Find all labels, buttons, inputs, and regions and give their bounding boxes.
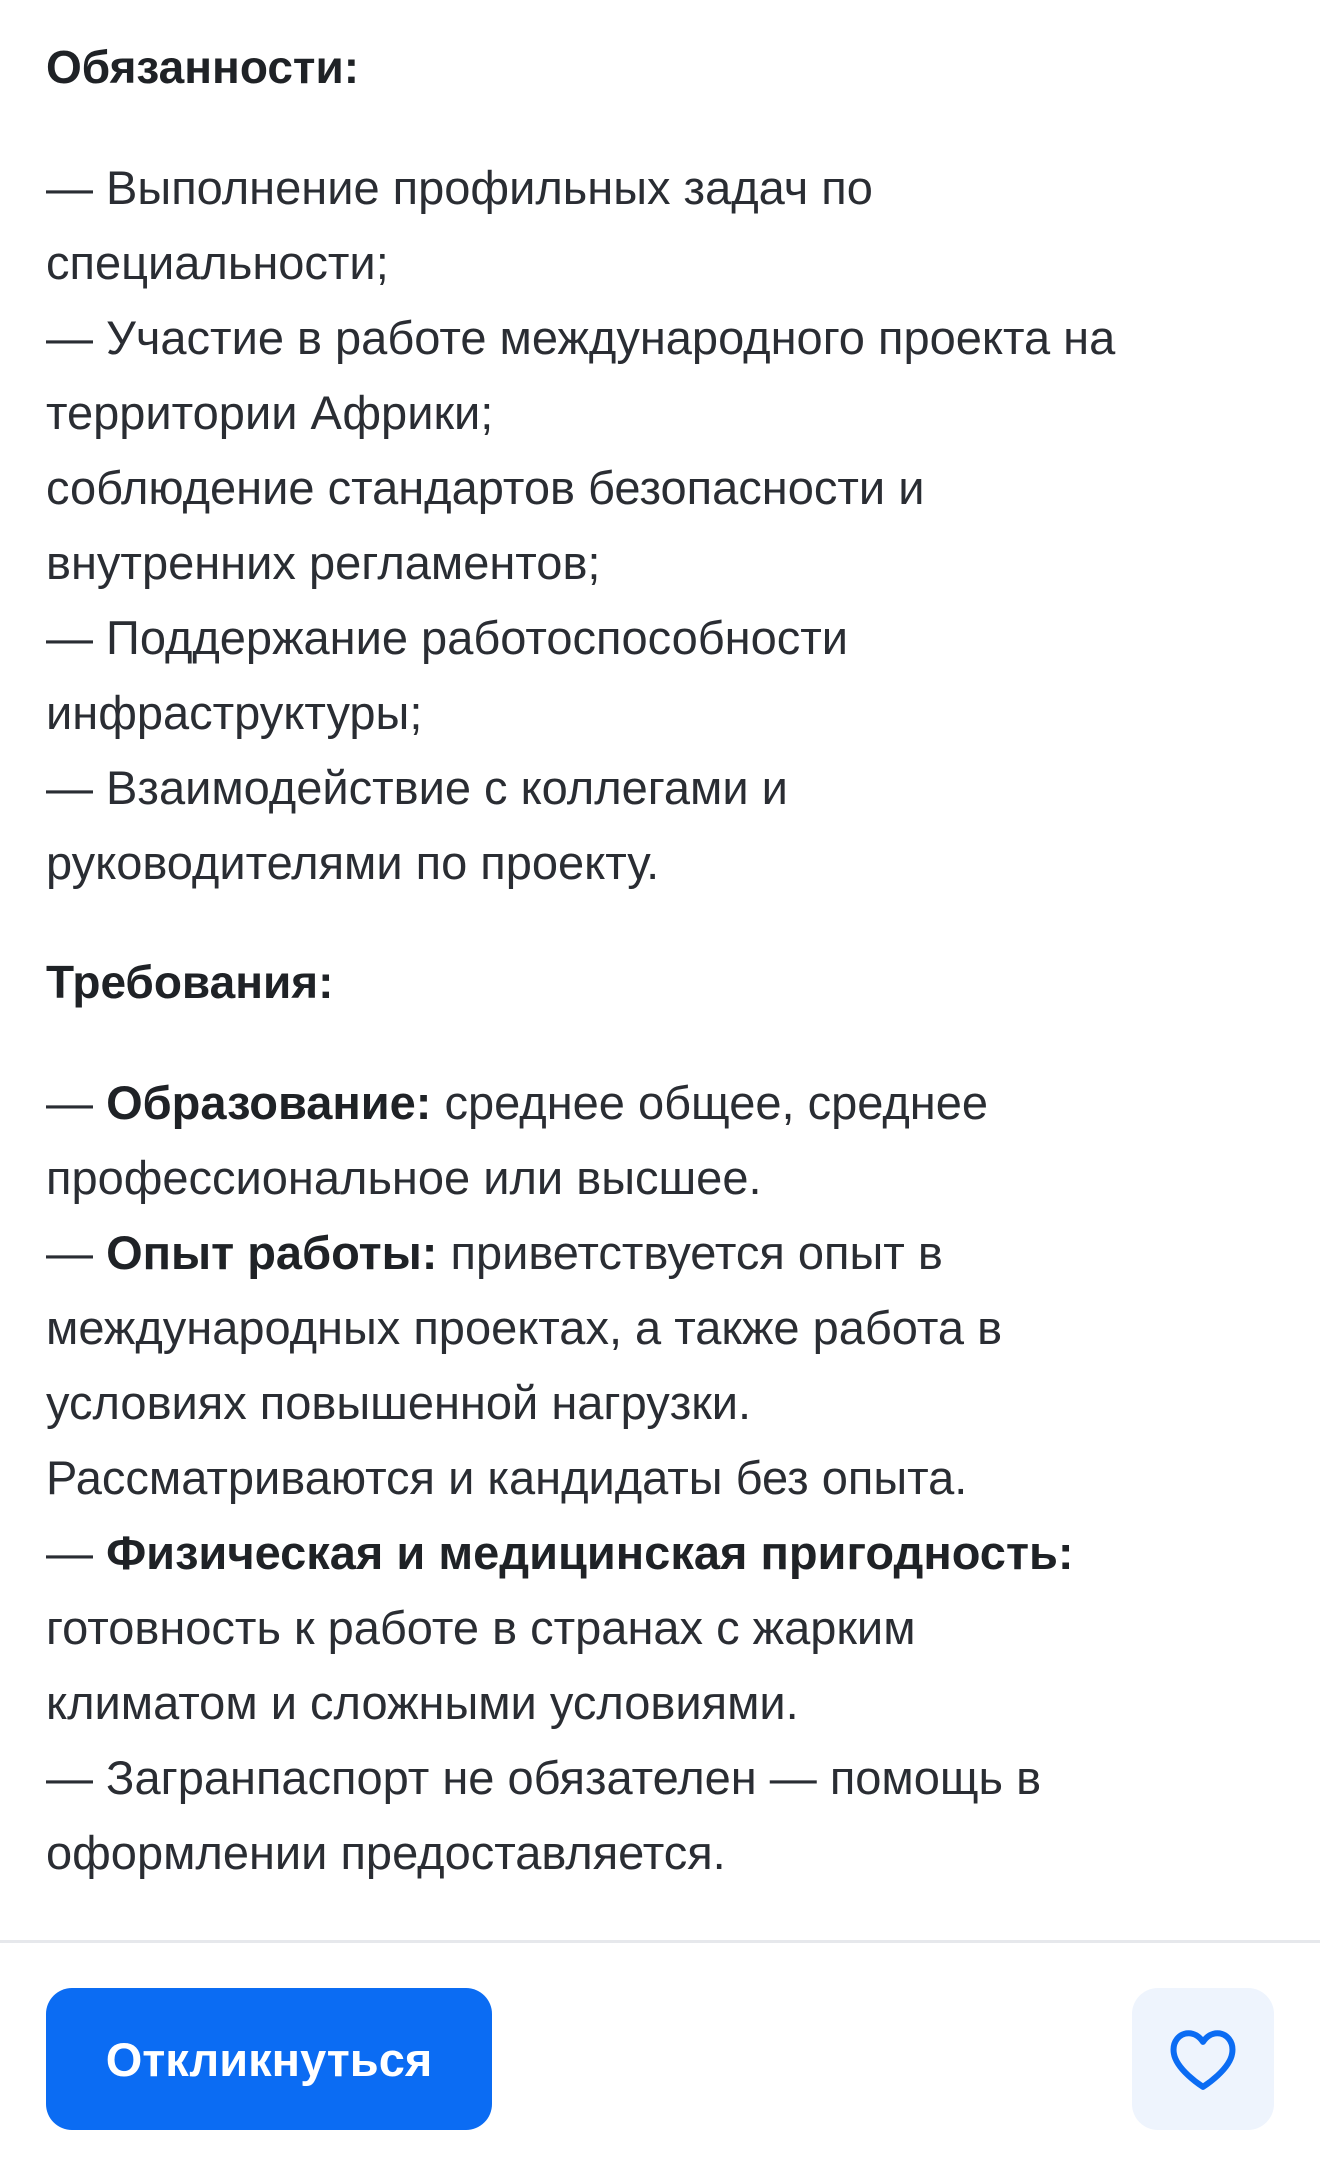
requirement-prefix: —	[46, 1526, 107, 1579]
duties-title: Обязанности:	[46, 41, 360, 93]
apply-button[interactable]: Откликнуться	[46, 1988, 492, 2130]
requirement-label: Физическая и медицинская пригодность:	[106, 1526, 1074, 1579]
requirement-text: профессиональное или высшее.	[46, 1151, 762, 1204]
requirement-label: Опыт работы:	[106, 1226, 438, 1279]
requirement-prefix: —	[46, 1076, 107, 1129]
requirement-education	[46, 1065, 1286, 1140]
duties-line: территории Африки;	[46, 386, 494, 439]
duties-line: — Участие в работе международного проекта на	[46, 311, 1116, 364]
requirement-text: среднее общее, среднее	[431, 1076, 988, 1129]
requirement-text: оформлении предоставляется.	[46, 1826, 726, 1879]
heart-icon	[1166, 2026, 1240, 2092]
favorite-button[interactable]	[1132, 1988, 1274, 2130]
requirement-fitness	[46, 1515, 1286, 1590]
duties-line: инфраструктуры;	[46, 686, 423, 739]
requirement-experience	[46, 1215, 1286, 1290]
duties-line: руководителями по проекту.	[46, 836, 660, 889]
requirement-text: международных проектах, а также работа в	[46, 1301, 1003, 1354]
requirements-title: Требования:	[46, 956, 334, 1008]
requirement-text: приветствуется опыт в	[437, 1226, 943, 1279]
duties-line: — Выполнение профильных задач по	[46, 161, 873, 214]
requirement-prefix: —	[46, 1226, 107, 1279]
requirements-list	[46, 1065, 1286, 1890]
duties-line: — Взаимодействие с коллегами и	[46, 761, 788, 814]
duties-list	[46, 150, 1286, 900]
vacancy-description	[46, 30, 1286, 1890]
duties-line: внутренних регламентов;	[46, 536, 601, 589]
duties-line: соблюдение стандартов безопасности и	[46, 461, 925, 514]
requirement-label: Образование:	[106, 1076, 432, 1129]
requirement-passport: — Загранпаспорт не обязателен — помощь в	[46, 1751, 1042, 1804]
requirement-text: условиях повышенной нагрузки.	[46, 1376, 752, 1429]
requirement-text: Рассматриваются и кандидаты без опыта.	[46, 1451, 968, 1504]
bottom-bar-divider	[0, 1940, 1320, 1943]
requirement-text: готовность к работе в странах с жарким	[46, 1601, 916, 1654]
requirement-text: климатом и сложными условиями.	[46, 1676, 799, 1729]
duties-line: специальности;	[46, 236, 389, 289]
duties-line: — Поддержание работоспособности	[46, 611, 849, 664]
